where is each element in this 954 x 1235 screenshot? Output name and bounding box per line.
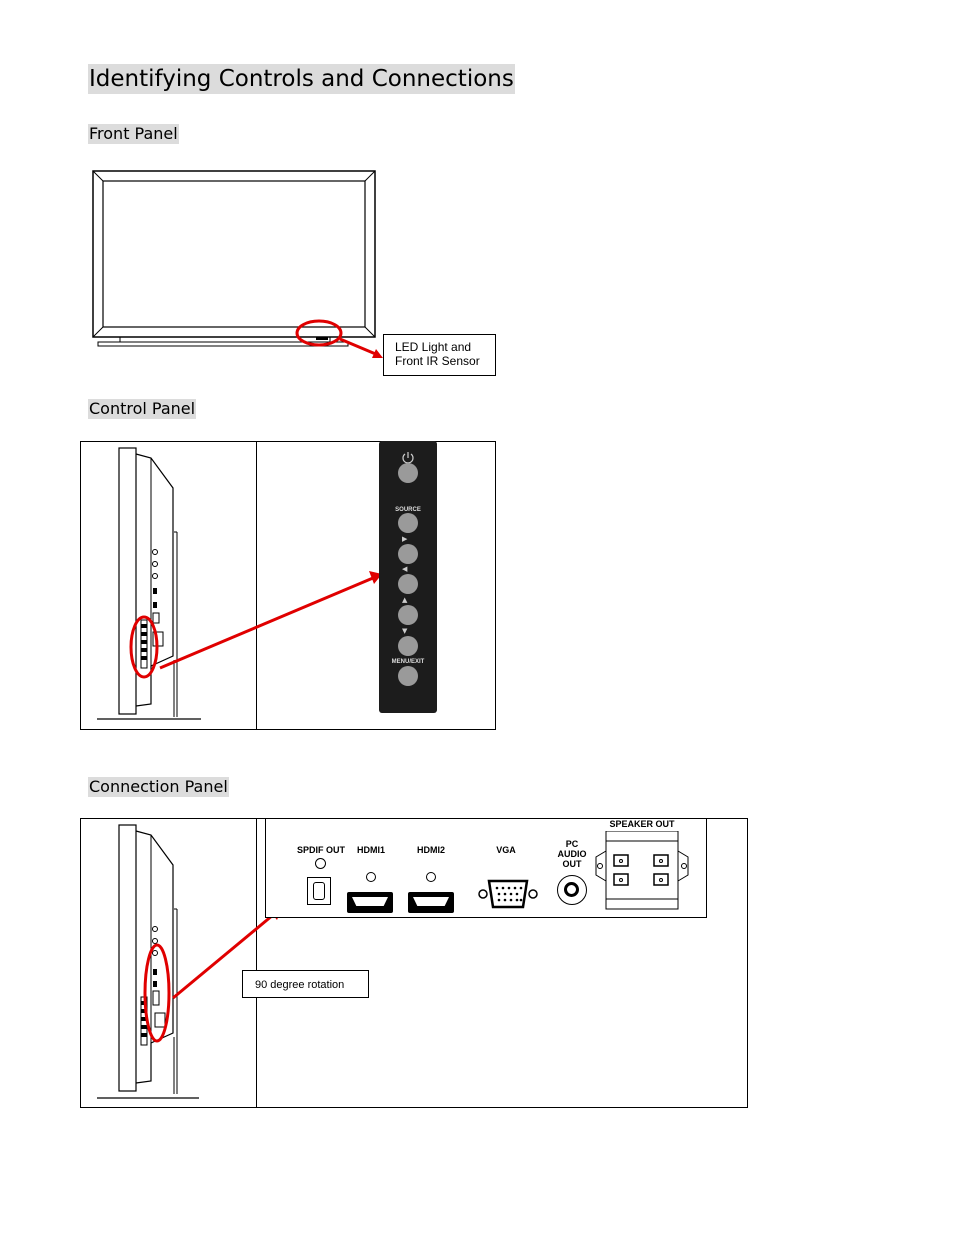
callout-line: LED Light and (395, 340, 472, 354)
speaker-out-label: SPEAKER OUT (609, 819, 675, 829)
connector-strip (265, 818, 707, 918)
callout-line: Front IR Sensor (395, 354, 480, 368)
menu-exit-button[interactable] (398, 666, 418, 686)
source-button[interactable] (398, 513, 418, 533)
pc-audio-label-3: OUT (562, 859, 582, 869)
vga-port[interactable] (478, 877, 538, 911)
control-panel-heading: Control Panel (89, 399, 196, 418)
led-sensor-callout (383, 334, 496, 376)
hdmi2-port[interactable] (408, 892, 454, 913)
hdmi2-label: HDMI2 (416, 845, 445, 855)
pc-audio-jack (564, 882, 579, 897)
connection-panel-heading: Connection Panel (89, 777, 228, 796)
hdmi1-label: HDMI1 (356, 845, 385, 855)
control-button-panel (379, 441, 437, 713)
right-arrow-icon: ▶ (402, 535, 408, 543)
up-button[interactable] (398, 605, 418, 625)
spdif-indicator (315, 858, 326, 869)
hdmi1-port-slot (352, 897, 388, 906)
spdif-port-inner (313, 882, 325, 900)
spdif-label: SPDIF OUT (296, 845, 345, 855)
right-button[interactable] (398, 544, 418, 564)
menu-exit-label: MENU/EXIT (391, 659, 425, 665)
control-panel-arrow (150, 565, 390, 675)
hdmi2-port-slot (413, 897, 449, 906)
down-arrow-icon: ▼ (402, 627, 408, 635)
front-panel-heading: Front Panel (89, 124, 178, 143)
power-button[interactable] (398, 463, 418, 483)
spdif-port[interactable] (307, 877, 331, 905)
page-title: Identifying Controls and Connections (89, 66, 514, 92)
pc-audio-label-2: AUDIO (557, 849, 587, 859)
led-highlight-circle (290, 315, 390, 365)
left-arrow-icon: ◀ (402, 565, 408, 573)
down-button[interactable] (398, 636, 418, 656)
up-arrow-icon: ▲ (402, 596, 408, 604)
source-label: SOURCE (395, 507, 421, 513)
left-button[interactable] (398, 574, 418, 594)
pc-audio-label-1: PC (565, 839, 579, 849)
pc-audio-port[interactable] (557, 875, 587, 905)
rotation-callout: 90 degree rotation (242, 970, 369, 998)
speaker-out-terminal[interactable] (592, 831, 692, 911)
hdmi1-port[interactable] (347, 892, 393, 913)
hdmi1-screw (366, 872, 376, 882)
hdmi2-screw (426, 872, 436, 882)
vga-label: VGA (496, 845, 516, 855)
